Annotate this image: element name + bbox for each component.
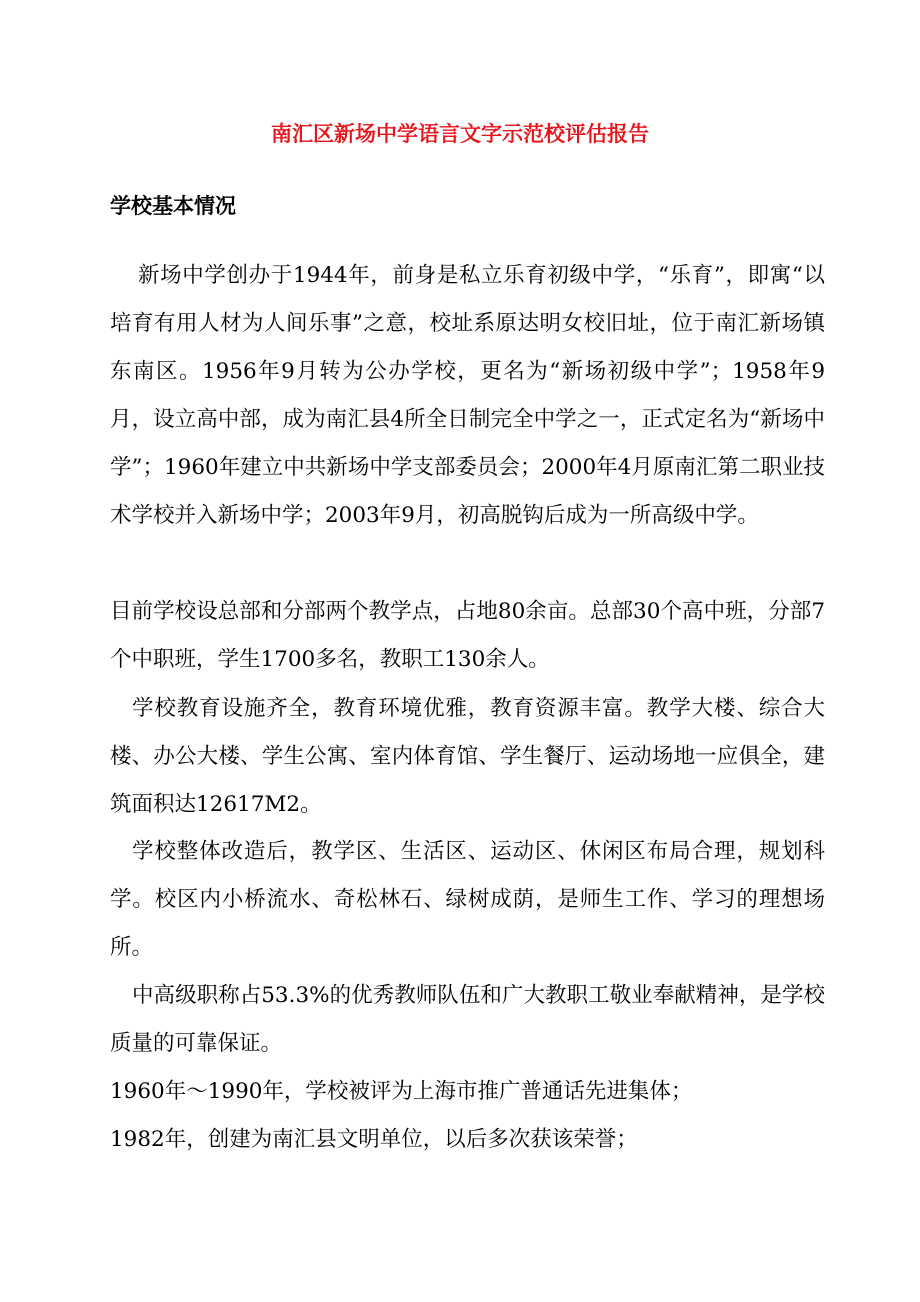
paragraph-history: 新场中学创办于1944年，前身是私立乐育初级中学，“乐育”，即寓“以培育有用人材为人间乐事”之意，校址系原达明女校旧址，位于南汇新场镇东南区。1956年9月转为公办学校，更名为“新场初级中学”；1958年9月，设立高中部，成为南汇县4所全日制完全中学之一，正式定名为“新场中学”；1960年建立中共新场中学支部委员会；2000年4月原南汇第二职业技术学校并入新场中学；2003年9月，初高脱钩后成为一所高级中学。: [110, 263, 825, 528]
paragraph-facilities: 学校教育设施齐全，教育环境优雅，教育资源丰富。教学大楼、综合大楼、办公大楼、学生公寓、室内体育馆、学生餐厅、运动场地一应俱全，建筑面积达12617M2。: [110, 696, 825, 817]
paragraph-honor-1982: 1982年，创建为南汇县文明单位，以后多次获该荣誉；: [110, 1127, 638, 1152]
paragraph-honor-1960: 1960年～1990年，学校被评为上海市推广普通话先进集体；: [110, 1079, 693, 1104]
paragraph-campus-size: 目前学校设总部和分部两个教学点，占地80余亩。总部30个高中班，分部7个中职班，学生1700多名，教职工130余人。: [110, 599, 825, 672]
paragraph-environment: 学校整体改造后，教学区、生活区、运动区、休闲区布局合理，规划科学。校区内小桥流水、奇松林石、绿树成荫，是师生工作、学习的理想场所。: [110, 839, 825, 960]
section-heading: 学校基本情况: [110, 194, 236, 218]
document-title: 南汇区新场中学语言文字示范校评估报告: [271, 122, 649, 146]
paragraph-teachers: 中高级职称占53.3%的优秀教师队伍和广大教职工敬业奉献精神，是学校质量的可靠保证。: [110, 983, 825, 1056]
